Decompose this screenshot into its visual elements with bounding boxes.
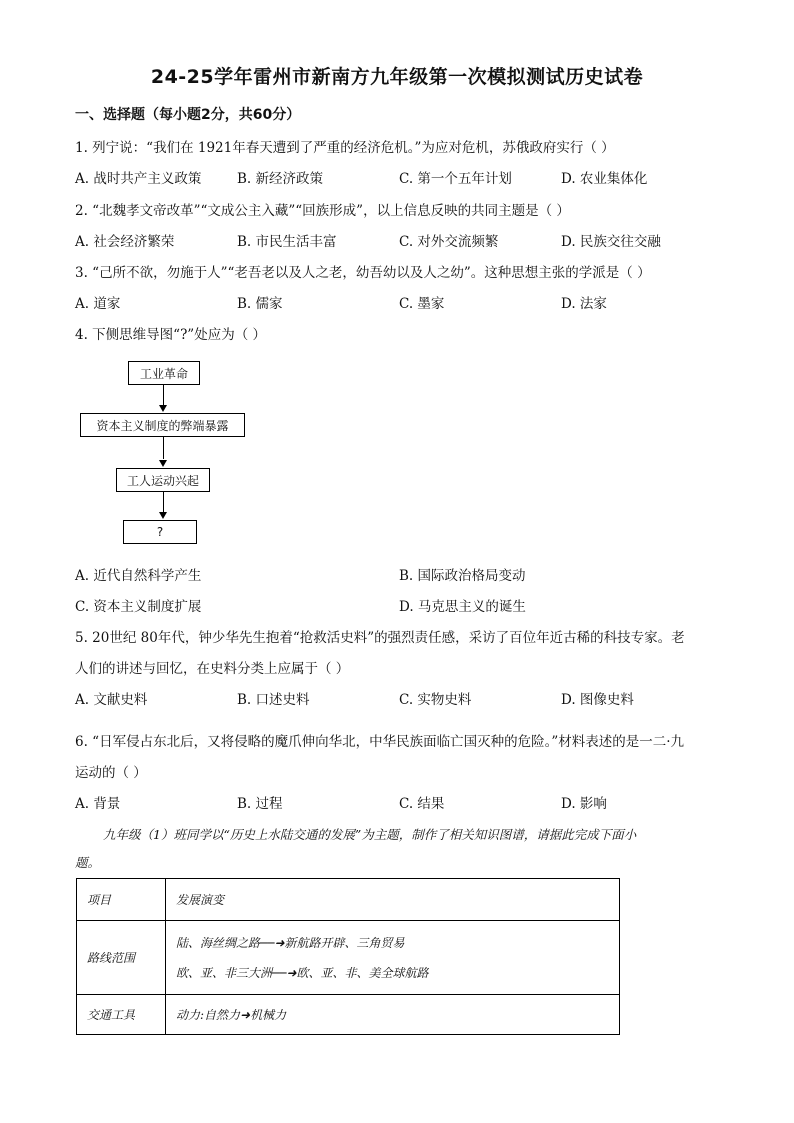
flow-arrow-head — [159, 405, 167, 412]
question-4-option-a: A. 近代自然科学产生 — [75, 568, 202, 584]
flow-arrow-head — [159, 512, 167, 519]
question-3-option-d: D. 法家 — [561, 296, 607, 312]
question-4-stem: 4. 下侧思维导图“?”处应为（ ） — [75, 327, 267, 343]
knowledge-table — [76, 878, 620, 1035]
section-heading: 一、选择题（每小题2分，共60分） — [75, 107, 301, 123]
question-1-stem: 1. 列宁说：“我们在 1921年春天遭到了严重的经济危机。”为应对危机，苏俄政府实行（ ） — [75, 140, 615, 156]
question-5-option-a: A. 文献史料 — [75, 692, 148, 708]
table-row — [77, 921, 620, 995]
question-6-option-b: B. 过程 — [237, 796, 283, 812]
table-cell-line: 陆、海丝绸之路──➜新航路开辟、三角贸易 — [176, 935, 405, 950]
question-6-stem-line2: 运动的（ ） — [75, 765, 147, 781]
flow-arrow-line — [163, 437, 164, 459]
question-5-stem-line1: 5. 20世纪 80年代，钟少华先生抱着“抢救活史料”的强烈责任感，采访了百位年近古稀的科技专家。老 — [75, 630, 685, 646]
flow-box-1: 工业革命 — [128, 361, 200, 385]
flow-arrow-line — [163, 385, 164, 407]
question-4-option-b: B. 国际政治格局变动 — [399, 568, 526, 584]
question-6-stem-line1: 6. “日军侵占东北后，又将侵略的魔爪伸向华北，中华民族面临亡国灭种的危险。”材料表述的是一二·九 — [75, 734, 685, 750]
question-2-option-b: B. 市民生活丰富 — [237, 234, 337, 250]
question-2-option-d: D. 民族交往交融 — [561, 234, 661, 250]
question-1-option-b: B. 新经济政策 — [237, 171, 324, 187]
question-5-option-d: D. 图像史料 — [561, 692, 634, 708]
question-6-option-c: C. 结果 — [399, 796, 445, 812]
question-4-option-c: C. 资本主义制度扩展 — [75, 599, 202, 615]
flow-box-2: 资本主义制度的弊端暴露 — [80, 413, 245, 437]
table-cell — [166, 995, 620, 1035]
table-row-label: 交通工具 — [77, 995, 166, 1035]
question-4-option-d: D. 马克思主义的诞生 — [399, 599, 526, 615]
question-2-option-a: A. 社会经济繁荣 — [75, 234, 175, 250]
question-5-option-b: B. 口述史料 — [237, 692, 310, 708]
table-cell — [166, 921, 620, 995]
question-5-stem-line2: 人们的讲述与回忆，在史料分类上应属于（ ） — [75, 661, 350, 677]
flow-box-3: 工人运动兴起 — [116, 468, 210, 492]
table-header-row — [77, 879, 620, 921]
flow-box-4: ? — [123, 520, 197, 544]
question-3-option-a: A. 道家 — [75, 296, 121, 312]
flow-arrow-line — [163, 492, 164, 512]
question-5-option-c: C. 实物史料 — [399, 692, 472, 708]
question-6-option-a: A. 背景 — [75, 796, 121, 812]
question-2-stem: 2. “北魏孝文帝改革”“文成公主入藏”“回族形成”，以上信息反映的共同主题是（ ） — [75, 203, 570, 219]
flow-arrow-head — [159, 460, 167, 467]
question-1-option-d: D. 农业集体化 — [561, 171, 648, 187]
question-6-option-d: D. 影响 — [561, 796, 607, 812]
table-intro-line1: 九年级（1）班同学以“历史上水陆交通的发展”为主题，制作了相关知识图谱，请据此完成下面小 — [103, 827, 637, 842]
question-3-option-b: B. 儒家 — [237, 296, 283, 312]
question-3-stem: 3. “己所不欲，勿施于人”“老吾老以及人之老，幼吾幼以及人之幼”。这种思想主张的学派是（ ） — [75, 265, 651, 281]
question-3-option-c: C. 墨家 — [399, 296, 445, 312]
table-intro — [75, 821, 720, 877]
table-header-cell: 发展演变 — [166, 879, 620, 921]
question-1-option-a: A. 战时共产主义政策 — [75, 171, 202, 187]
question-1-option-c: C. 第一个五年计划 — [399, 171, 512, 187]
table-cell-line: 欧、亚、非三大洲──➜欧、亚、非、美全球航路 — [176, 965, 429, 980]
table-intro-line2: 题。 — [75, 855, 101, 870]
exam-title: 24-25学年雷州市新南方九年级第一次模拟测试历史试卷 — [150, 66, 644, 88]
table-row-label: 路线范围 — [77, 921, 166, 995]
table-row — [77, 995, 620, 1035]
question-2-option-c: C. 对外交流频繁 — [399, 234, 499, 250]
table-cell-line: 动力:自然力➜机械力 — [176, 1008, 287, 1022]
table-header-cell: 项目 — [77, 879, 166, 921]
